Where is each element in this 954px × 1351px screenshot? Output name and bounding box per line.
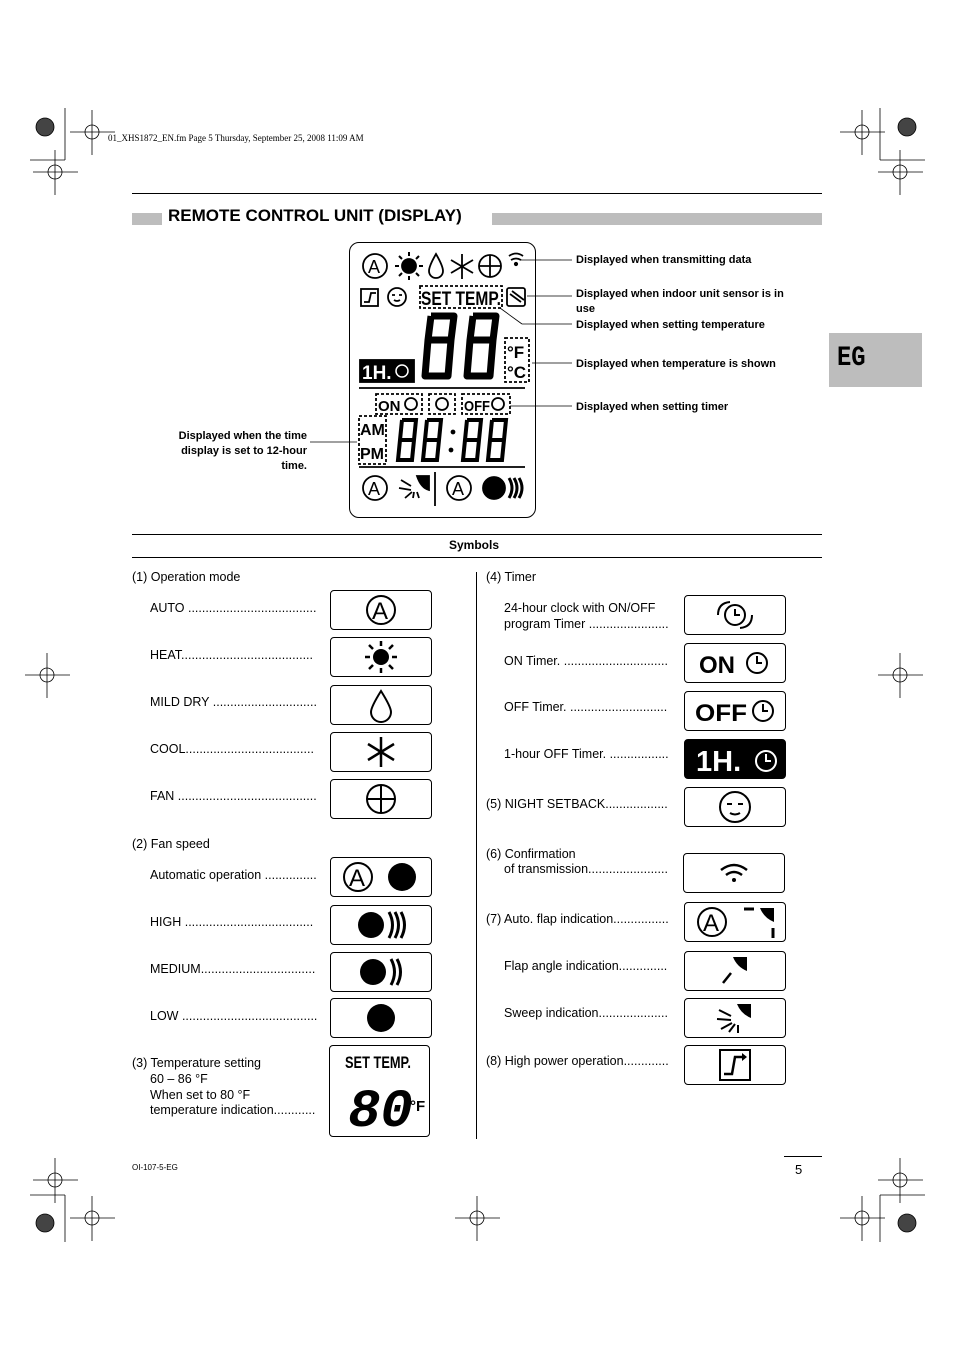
high-power-label: (8) High power operation............. [486,1054,669,1068]
svg-text:80: 80 [348,1082,413,1138]
column-divider [476,572,477,1139]
clock24-label-2: program Timer ....................... [504,617,669,631]
program-timer-icon [684,595,786,635]
clock24-label-1: 24-hour clock with ON/OFF [504,601,656,615]
fan-speed-heading: (2) Fan speed [132,837,210,851]
on-timer-icon [684,643,786,683]
fan-icon [330,779,432,819]
snowflake-icon [330,732,432,772]
temp-setting-heading: (3) Temperature setting [132,1056,261,1070]
auto-icon [330,590,432,630]
night-setback-label: (5) NIGHT SETBACK.................. [486,797,668,811]
symbols-heading: Symbols [449,538,500,552]
heat-label: HEAT...................................... [150,648,313,662]
doc-code: OI-107-5-EG [132,1163,178,1172]
svg-text:°F: °F [410,1098,426,1115]
one-hour-icon [684,739,786,779]
page-title: REMOTE CONTROL UNIT (DISPLAY) [168,206,462,225]
set-temp-icon [329,1045,430,1137]
drop-icon [330,685,432,725]
svg-text:1H.: 1H. [362,363,392,384]
op-mode-heading: (1) Operation mode [132,570,241,584]
callout-transmitting: Displayed when transmitting data [576,254,752,266]
low-label: LOW ....................................... [150,1009,318,1023]
svg-text:A: A [452,479,465,499]
fan-high-icon [330,905,432,945]
svg-text:SET TEMP.: SET TEMP. [345,1053,411,1072]
callout-setting-timer: Displayed when setting timer [576,401,729,413]
fan-low-icon [330,998,432,1038]
callout-twelve-hour: Displayed when the time display is set to 12-hour time. [178,430,307,472]
high-power-icon [684,1045,786,1085]
fan-label: FAN ........................................ [150,789,317,803]
svg-text:PM: PM [360,446,384,463]
cool-label: COOL..................................... [150,742,314,756]
svg-text:SET TEMP.: SET TEMP. [421,289,501,310]
auto-label: AUTO ..................................... [150,601,317,615]
callout-temp-shown: Displayed when temperature is shown [576,358,776,370]
timer-heading: (4) Timer [486,570,536,584]
auto-fan-icon [330,857,432,897]
callout-setting-temp: Displayed when setting temperature [576,319,765,331]
high-label: HIGH ..................................... [150,915,314,929]
callout-sensor: Displayed when indoor unit sensor is in use [576,288,784,315]
svg-text:AM: AM [360,422,385,439]
svg-text:1H.: 1H. [696,746,742,777]
temp-range: 60 – 86 °F [150,1072,208,1086]
page-number: 5 [795,1162,803,1177]
off-timer-icon [684,691,786,731]
on-timer-label: ON Timer. .............................. [504,654,668,668]
mild-dry-label: MILD DRY .............................. [150,695,317,709]
symbols-rule-bottom [132,557,822,558]
svg-text:A: A [703,910,720,937]
file-info-header: 01_XHS1872_EN.fm Page 5 Thursday, September 25, 2008 11:09 AM [108,133,364,143]
auto-flap-icon [684,902,786,942]
temp-indication-label: temperature indication............ [150,1103,316,1117]
svg-text:A: A [349,865,366,892]
flap-angle-icon [684,951,786,991]
svg-text:ON: ON [699,652,735,679]
auto-flap-label: (7) Auto. flap indication................ [486,912,669,926]
confirmation-label-2: of transmission....................... [504,862,668,876]
svg-text:OFF: OFF [695,700,747,727]
svg-text:°C: °C [507,363,527,382]
temp-when: When set to 80 °F [150,1088,251,1102]
svg-text:A: A [368,479,381,499]
page-number-rule [784,1156,822,1157]
language-tab: EG [829,333,922,387]
one-hour-label: 1-hour OFF Timer. ................. [504,747,669,761]
svg-text:A: A [372,598,389,625]
confirmation-label-1: (6) Confirmation [486,847,576,861]
flap-angle-label: Flap angle indication.............. [504,959,668,973]
svg-text:ON: ON [378,398,401,415]
symbols-rule-top [132,534,822,535]
sweep-icon [684,998,786,1038]
fan-medium-icon [330,952,432,992]
off-timer-label: OFF Timer. ............................ [504,700,668,714]
sweep-label: Sweep indication.................... [504,1006,668,1020]
svg-text:OFF: OFF [464,398,490,415]
svg-text:°F: °F [507,343,525,362]
medium-label: MEDIUM................................. [150,962,316,976]
sun-icon [330,637,432,677]
night-face-icon [684,787,786,827]
svg-text:A: A [368,257,381,277]
auto-op-label: Automatic operation ............... [150,868,317,882]
transmission-icon [683,853,785,893]
